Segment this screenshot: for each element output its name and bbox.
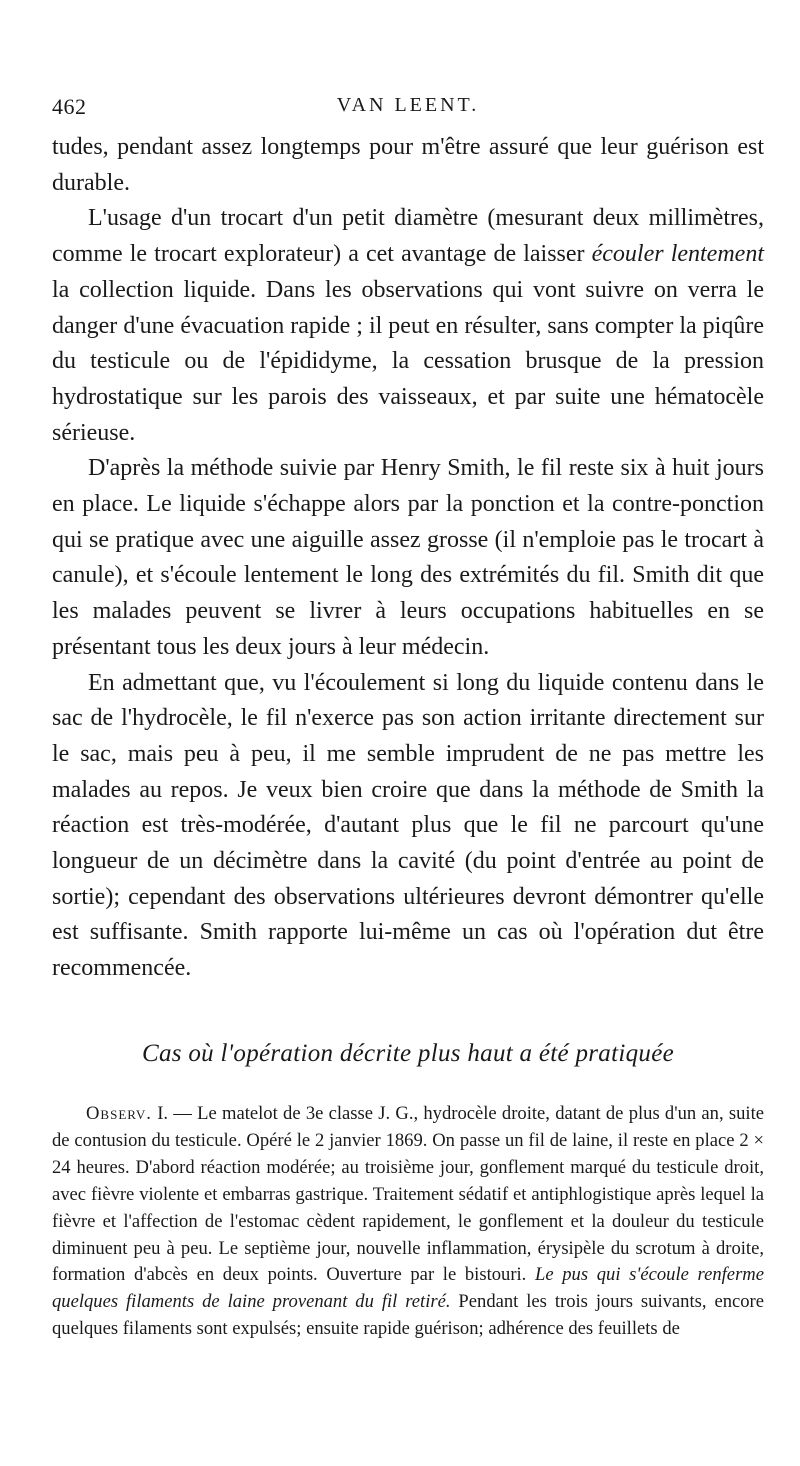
- paragraph-text: L'usage d'un trocart d'un petit diamètre (mesurant deux millimètres, comme le trocart explorateur) a cet avantage de laisser: [52, 205, 764, 268]
- observation-text-end: Pendant les trois jours suivants, encore quelques filaments sont expulsés; ensuite rapide guérison; adhérence des feuillets de: [52, 1291, 764, 1340]
- observation-emphasis: Le pus qui s'écoule renferme quelques filaments de laine provenant du fil retiré.: [52, 1264, 764, 1313]
- section-title: Cas où l'opération décrite plus haut a été pratiquée: [142, 1040, 674, 1067]
- observation-label: Observ.: [86, 1103, 152, 1124]
- main-text: [52, 130, 764, 987]
- observation-text: Le matelot de 3e classe J. G., hydrocèle droite, datant de plus d'un an, suite de contusion du testicule. Opéré le 2 janvier 1869. On passe un fil de laine, il reste en place 2 × 24 heures. D'abord réaction modérée; au troisième jour, gonflement marqué du testicule droit, avec fièvre violente et embarras gastrique. Traitement sédatif et antiphlogistique après lequel la fièvre et l'affection de l'estomac cèdent rapidement, le gonflement et la douleur du testicule diminuent peu à peu. Le septième jour, nouvelle inflammation, érysipèle du scrotum à droite, formation d'abcès en deux points. Ouverture par le bistouri.: [52, 1103, 764, 1286]
- paragraph-discussion: En admettant que, vu l'écoulement si long du liquide contenu dans le sac de l'hydrocèle, le fil n'exerce pas son action irritante directement sur le sac, mais peu à peu, il me semble imprudent de ne pas mettre les malades au repos. Je veux bien croire que dans la méthode de Smith la réaction est très-modérée, d'autant plus que le fil ne parcourt qu'une longueur de un décimètre dans la cavité (du point d'entrée au point de sortie); cependant des observations ultérieures devront démontrer qu'elle est suffisante. Smith rapporte lui-même un cas où l'opération dut être recommencée.: [52, 669, 764, 982]
- observation-paragraph: [52, 1101, 764, 1343]
- running-head: VAN LEENT.: [336, 94, 480, 116]
- paragraph-trocart: [52, 201, 764, 451]
- paragraph-continuation: tudes, pendant assez longtemps pour m'être assuré que leur guérison est durable.: [52, 134, 764, 196]
- observation-block: [52, 1101, 764, 1343]
- page-header: [52, 94, 764, 124]
- paragraph-text: la collection liquide. Dans les observations qui vont suivre on verra le danger d'une évacuation rapide ; il peut en résulter, sans compter la piqûre du testicule ou de l'épididyme, la cessation brusque de la pression hydrostatique sur les parois des vaisseaux, et par suite une hématocèle sérieuse.: [52, 276, 764, 446]
- emphasis-text: écouler lentement: [591, 241, 764, 268]
- page-number: 462: [52, 94, 87, 119]
- paragraph-smith-method: D'après la méthode suivie par Henry Smith, le fil reste six à huit jours en place. Le liquide s'échappe alors par la ponction et la contre-ponction qui se pratique avec une aiguille assez grosse (il n'emploie pas le trocart à canule), et s'écoule lentement le long des extrémités du fil. Smith dit que les malades peuvent se livrer à leurs occupations habituelles en se présentant tous les deux jours à leur médecin.: [52, 455, 764, 660]
- observation-number: I. —: [157, 1103, 192, 1124]
